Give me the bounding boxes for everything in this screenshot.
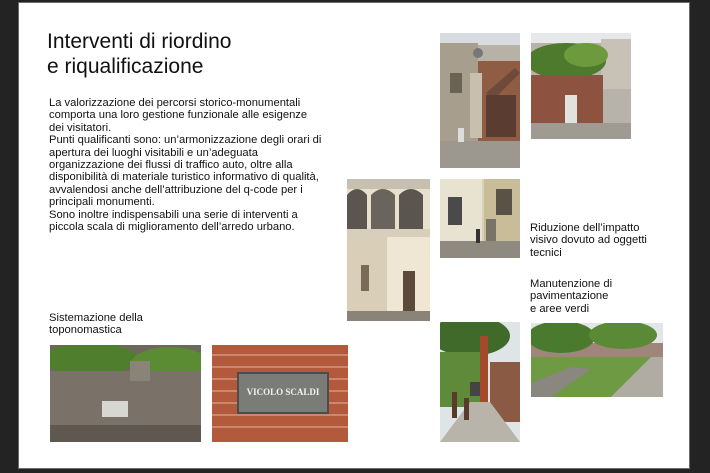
caption-line: Manutenzione di [530,278,613,290]
paragraph: La valorizzazione dei percorsi storico-monumentali comporta una loro gestione funzionale alle esigenze dei visitatori. [49,97,308,134]
paragraph: Punti qualificanti sono: un’armonizzazione degli orari di apertura dei luoghi visitabili e un’adeguata organizzazione dei flussi di traffico auto, oltre alla disponibilità di materiale turistico informativo di qualità, avvalendosi anche dell’attribuzione del q-code per i principali monumenti. [49,134,322,209]
photo-park-path [531,323,663,397]
caption-line: tecnici [530,246,562,259]
caption-line: Sistemazione della [49,312,143,324]
paragraph: Sono inoltre indispensabili una serie di interventi a piccola scala di miglioramento dell’arredo urbano. [49,208,298,234]
caption-line: visivo dovuto ad oggetti [530,234,647,247]
caption-manutenzione [530,278,612,315]
caption-riduzione-impatto [530,222,647,259]
photo-path-bollards [440,322,520,442]
slide [18,2,690,469]
slide-title [47,29,231,79]
photo-wall-hedge [531,33,631,139]
caption-line: pavimentazione [530,290,609,303]
caption-line: Riduzione dell’impatto [530,222,640,234]
body-text [49,97,324,233]
street-sign-text: VICOLO SCALDI [246,387,320,397]
title-line-1: Interventi di riordino [47,30,232,53]
title-line-2: e riqualificazione [47,55,204,78]
caption-line: toponomastica [49,324,122,337]
photo-hedge-plaque [50,345,201,442]
photo-street-sign [212,345,348,442]
photo-street-door [440,179,520,258]
photo-tower-stairs [440,33,520,168]
caption-line: e aree verdi [530,302,590,315]
photo-arcade-building [347,179,430,321]
caption-toponomastica [49,312,143,337]
